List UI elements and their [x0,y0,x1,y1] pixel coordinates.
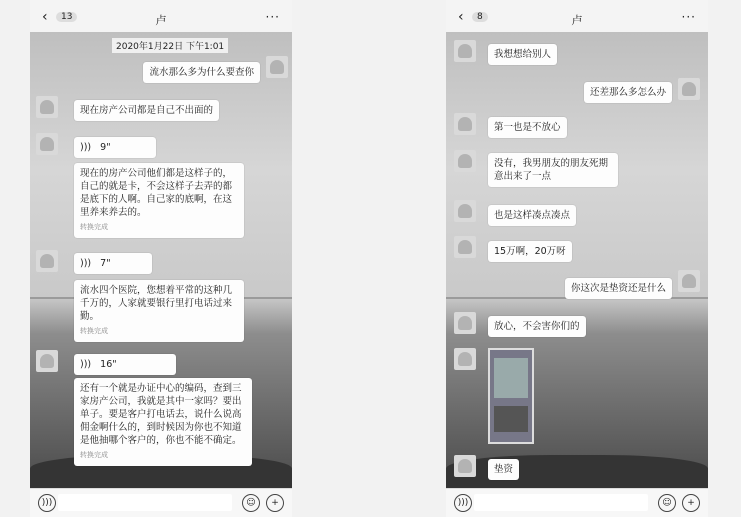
voice-duration: 7" [100,258,111,269]
message-text: 现在房产公司都是自己不出面的 [74,100,219,121]
chat-header [446,6,708,32]
voice-transcript[interactable] [74,280,244,342]
self-avatar[interactable] [678,78,700,100]
unread-count-badge: 8 [472,12,488,22]
message-received[interactable] [488,117,567,138]
contact-avatar[interactable] [36,250,58,272]
message-text: 你这次是垫资还是什么 [565,278,672,299]
message-received[interactable] [488,459,519,480]
message-text: 还差那么多怎么办 [584,82,672,103]
message-text: 流水四个医院，您想着平常的这种几千万的，人家就要银行里打电话过来勤。 [80,285,233,322]
contact-avatar[interactable] [454,40,476,62]
voice-message[interactable] [74,354,176,375]
voice-transcript[interactable] [74,163,244,238]
plus-icon[interactable]: + [682,494,700,512]
contact-avatar[interactable] [454,312,476,334]
timestamp: 2020年1月22日 下午1:01 [112,38,228,53]
transcript-source-label: 转换完成 [80,451,108,459]
chat-title: 卢 [571,14,583,27]
message-received[interactable] [488,241,572,262]
message-text: 我想想给别人 [488,44,557,65]
self-avatar[interactable] [266,56,288,78]
contact-avatar[interactable] [36,96,58,118]
voice-duration: 16" [100,359,117,370]
voice-message[interactable] [74,253,152,274]
voice-duration: 9" [100,142,111,153]
message-input[interactable] [58,494,232,511]
message-sent[interactable] [584,82,672,103]
emoji-icon[interactable]: ☺ [658,494,676,512]
contact-avatar[interactable] [36,350,58,372]
right-chat-screenshot [446,0,708,517]
voice-wave-icon: ))) [80,142,92,153]
message-sent[interactable] [565,278,672,299]
message-received[interactable] [74,100,244,121]
message-text: 15万啊，20万呀 [488,241,572,262]
transcript-source-label: 转换完成 [80,223,108,231]
unread-count-badge: 13 [56,12,77,22]
voice-message[interactable] [74,137,156,158]
back-arrow-icon[interactable]: ‹ [42,9,48,25]
input-bar [446,488,708,517]
message-received[interactable] [488,44,557,65]
contact-avatar[interactable] [454,236,476,258]
contact-avatar[interactable] [36,133,58,155]
message-text: 放心，不会害你们的 [488,316,586,337]
image-message[interactable] [488,348,534,444]
input-bar [30,488,292,517]
message-sent[interactable] [143,62,260,83]
self-avatar[interactable] [678,270,700,292]
message-text: 第一也是不放心 [488,117,567,138]
chat-title: 卢 [155,14,167,27]
contact-avatar[interactable] [454,113,476,135]
voice-transcript[interactable] [74,378,252,466]
transcript-source-label: 转换完成 [80,327,108,335]
voice-wave-icon: ))) [80,258,92,269]
message-text: 流水那么多为什么要查你 [143,62,260,83]
contact-avatar[interactable] [454,455,476,477]
message-input[interactable] [474,494,648,511]
contact-avatar[interactable] [454,200,476,222]
voice-input-icon[interactable]: ))) [454,494,472,512]
message-received[interactable] [488,316,586,337]
plus-icon[interactable]: + [266,494,284,512]
contact-avatar[interactable] [454,348,476,370]
more-options-icon[interactable]: ··· [265,10,280,24]
more-options-icon[interactable]: ··· [681,10,696,24]
message-text: 也是这样凑点凑点 [488,205,576,226]
back-arrow-icon[interactable]: ‹ [458,9,464,25]
voice-input-icon[interactable]: ))) [38,494,56,512]
message-received[interactable] [488,153,618,187]
left-chat-screenshot [30,0,292,517]
message-text: 还有一个就是办证中心的编码，查到三家房产公司，我就是其中一家吗？要出单子。要是客户打电话去，说什么说高佣金啊什么的，到时候因为你也不知道是他抽哪个客户的，你也不能不确定。 [80,383,242,446]
voice-wave-icon: ))) [80,359,92,370]
contact-avatar[interactable] [454,150,476,172]
message-received[interactable] [488,205,576,226]
emoji-icon[interactable]: ☺ [242,494,260,512]
background-rocks [446,455,708,489]
message-text: 现在的房产公司他们都是这样子的，自己的就是卡，不会这样子去弄的都是底下的人啊。自己家的底啊，在这里养来养去的。 [80,168,233,218]
message-text: 垫资 [488,459,519,480]
chat-header [30,6,292,32]
message-text: 没有，我男朋友的朋友死期意出来了一点 [488,153,618,187]
